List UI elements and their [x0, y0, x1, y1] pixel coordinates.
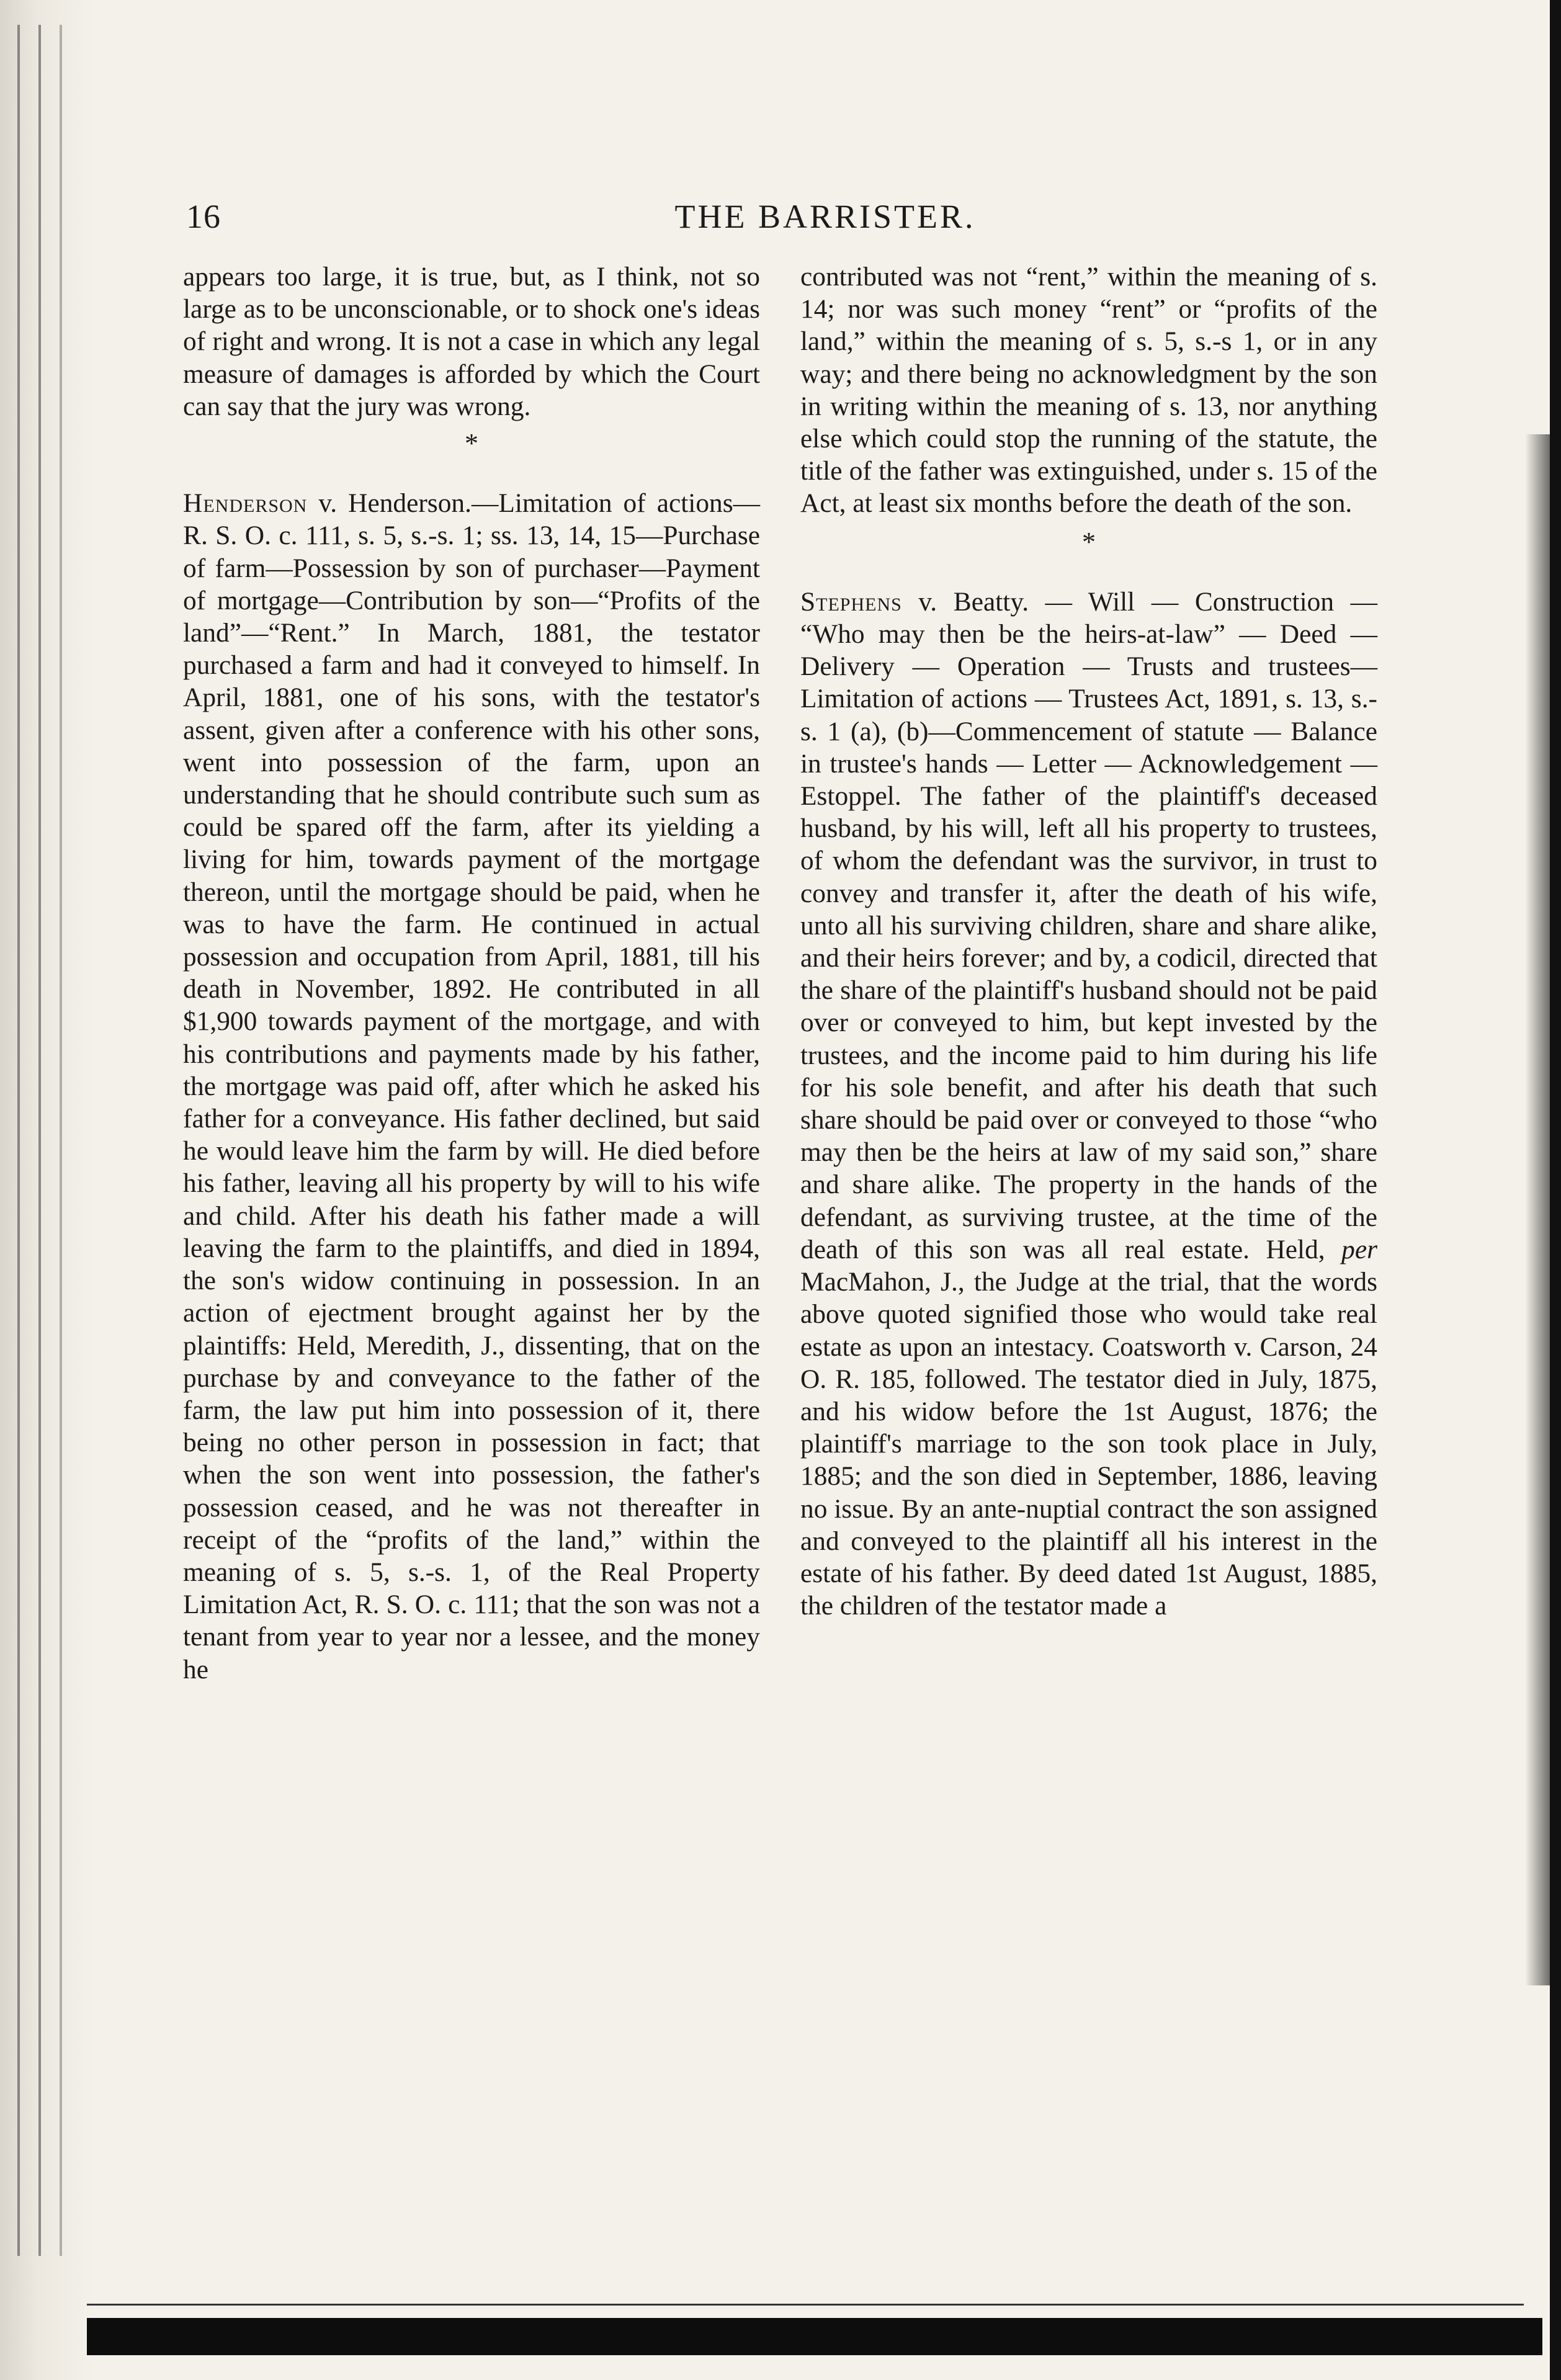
page-header — [186, 197, 1464, 266]
scan-edge-bottom — [87, 2318, 1542, 2355]
case-opponent: Beatty. — [953, 586, 1029, 617]
paragraph: appears too large, it is true, but, as I think, not so large as to be unconscionable, or to shock one's ideas of right and wrong. It is not a case in which any legal measure of damages is afforded by which the Court can say that the jury was wrong. — [183, 262, 760, 421]
running-title: THE BARRISTER. — [674, 198, 976, 235]
paragraph: contributed was not “rent,” within the meaning of s. 14; nor was such money “rent” or “profits of the land,” within the meaning of s. 5, s.-s 1, or in any way; and there being no acknowledgment by the son in writing within the meaning of s. 13, nor anything else which could stop the running of the statute, the title of the father was extinguished, under s. 15 of the Act, at least six months before the death of the son. — [800, 262, 1377, 519]
case-paragraph — [800, 586, 1377, 1622]
case-versus: v. — [901, 586, 954, 617]
scan-edge-right — [1550, 0, 1561, 2380]
scan-shadow-right — [1525, 434, 1550, 1985]
scan-artifact — [17, 25, 20, 2256]
case-body: — Will — Construction — “Who may then be the heirs-at-law” — Deed — Delivery — Operation — Trusts and trustees—Limitation of actions — Trustees Act, 1891, s. 13, s.-s. 1 (a), (b)—Commencement of statute — Balance in trustee's hands — Letter — Acknowledgement — Estoppel. The father of the plaintiff's deceased husband, by his will, left all his property to trustees, of whom the defendant was the survivor, in trust to convey and transfer it, after the death of his wife, unto all his surviving children, share and share alike, and their heirs forever; and by, a codicil, directed that the share of the plaintiff's husband should not be paid over or conveyed to him, but kept invested by the trustees, and the income paid to him during his life for his sole benefit, and after his death that such share should be paid over or conveyed to those “who may then be the heirs at law of my said son,” share and share alike. The property in the hands of the defendant, as surviving trustee, at the time of the death of this son was all real estate. Held, — [800, 586, 1378, 1264]
section-separator: * — [465, 428, 478, 459]
scan-artifact — [60, 25, 62, 2256]
scan-artifact — [38, 25, 41, 2256]
case-per: per — [1341, 1234, 1377, 1264]
page-bottom-rule — [87, 2304, 1524, 2306]
case-opponent: Henderson. — [348, 488, 472, 519]
case-versus: v. — [307, 488, 349, 519]
scan-margin-left — [0, 0, 93, 2380]
case-body-cont: MacMahon, J., the Judge at the trial, that the words above quoted signified those who would take real estate as upon an intestacy. Coatsworth v. Carson, 24 O. R. 185, followed. The testator died in July, 1875, and his widow before the 1st August, 1876; the plaintiff's marriage to the son took place in July, 1885; and the son died in September, 1886, leaving no issue. By an ante-nuptial contract the son assigned and conveyed to the plaintiff all his interest in the estate of his father. By deed dated 1st August, 1885, the children of the testator made a — [800, 1267, 1377, 1621]
case-body: —Limitation of actions—R. S. O. c. 111, s. 5, s.-s. 1; ss. 13, 14, 15—Purchase of farm—Possession by son of purchaser—Payment of mortgage—Contribution by son—“Profits of the land”—“Rent.” In March, 1881, the testator purchased a farm and had it conveyed to himself. In April, 1881, one of his sons, with the testator's assent, given after a conference with his other sons, went into possession of the farm, upon an understanding that he should contribute such sum as could be spared off the farm, after its yielding a living for him, towards payment of the mortgage thereon, until the mortgage should be paid, when he was to have the farm. He continued in actual possession and occupation from April, 1881, till his death in November, 1892. He contributed in all $1,900 towards payment of the mortgage, and with his contributions and payments made by his father, the mortgage was paid off, after which he asked his father for a conveyance. His father declined, but said he would leave him the farm by will. He died before his father, leaving all his property by will to his wife and child. After his death his father made a will leaving the farm to the plaintiffs, and died in 1894, the son's widow continuing in possession. In an action of ejectment brought against her by the plaintiffs: Held, Meredith, J., dissenting, that on the purchase by and conveyance to the father of the farm, the law put him into possession of it, there being no other person in possession in fact; that when the son went into possession, the father's possession ceased, and he was not thereafter in receipt of the “profits of the land,” within the meaning of s. 5, s.-s. 1, of the Real Property Limitation Act, R. S. O. c. 111; that the son was not a tenant from year to year nor a lessee, and the money he — [183, 488, 760, 1684]
case-name: Henderson — [183, 488, 308, 519]
section-separator: * — [1082, 526, 1096, 557]
left-column — [183, 261, 760, 1686]
page-number: 16 — [186, 198, 221, 235]
case-paragraph — [183, 487, 760, 1686]
right-column — [800, 261, 1377, 1622]
case-name: Stephens — [800, 586, 902, 617]
